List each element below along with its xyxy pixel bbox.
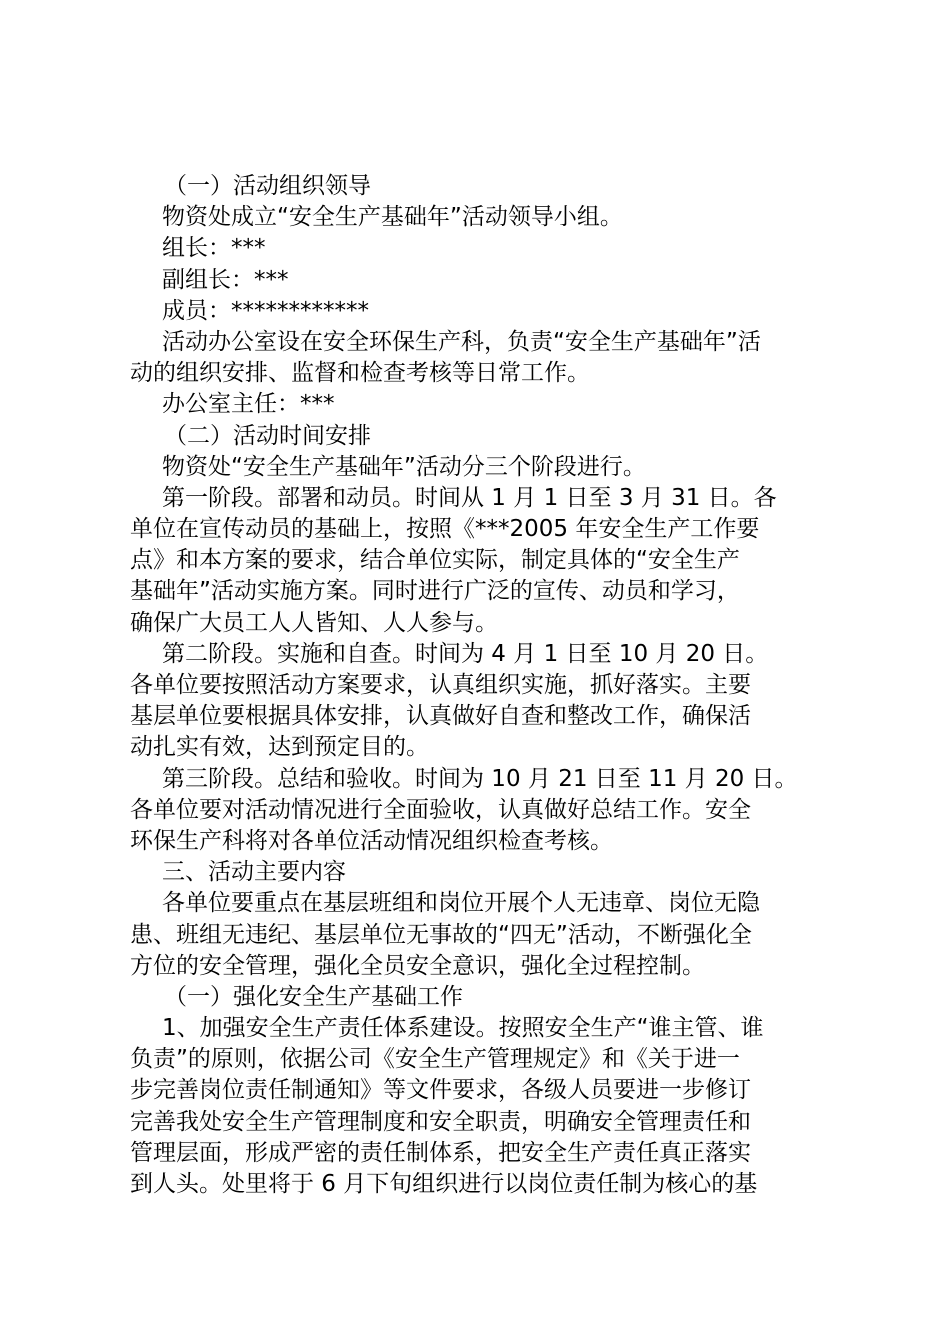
paragraph-line: 环保生产科将对各单位活动情况组织检查考核。 — [130, 827, 613, 854]
paragraph-line: 各单位要按照活动方案要求，认真组织实施，抓好落实。主要 — [130, 672, 751, 698]
section-heading: 三、活动主要内容 — [162, 859, 346, 886]
paragraph-line: 物资处“安全生产基础年”活动分三个阶段进行。 — [162, 453, 646, 480]
paragraph-line: 1、加强安全生产责任体系建设。按照安全生产“谁主管、谁 — [162, 1015, 764, 1042]
paragraph-line: 动扎实有效，达到预定目的。 — [130, 734, 429, 761]
paragraph-line: 步完善岗位责任制通知》等文件要求，各级人员要进一步修订 — [130, 1077, 751, 1104]
section-heading: （一）强化安全生产基础工作 — [164, 983, 463, 1010]
section-heading: （一）活动组织领导 — [164, 173, 371, 199]
section-heading: （二）活动时间安排 — [164, 422, 371, 449]
paragraph-line: 方位的安全管理，强化全员安全意识，强化全过程控制。 — [130, 952, 705, 979]
paragraph-line: 完善我处安全生产管理制度和安全职责，明确安全管理责任和 — [130, 1108, 751, 1135]
paragraph-line: 第一阶段。部署和动员。时间从 1 月 1 日至 3 月 31 日。各 — [162, 484, 777, 511]
paragraph-line: 成员：************ — [162, 297, 369, 324]
paragraph-line: 动的组织安排、监督和检查考核等日常工作。 — [130, 360, 590, 387]
paragraph-line: 管理层面，形成严密的责任制体系，把安全生产责任真正落实 — [130, 1139, 751, 1166]
paragraph-line: 副组长：*** — [162, 266, 289, 293]
paragraph-line: 各单位要重点在基层班组和岗位开展个人无违章、岗位无隐 — [162, 890, 760, 917]
paragraph-line: 物资处成立“安全生产基础年”活动领导小组。 — [162, 204, 623, 231]
paragraph-line: 单位在宣传动员的基础上，按照《***2005 年安全生产工作要 — [130, 516, 760, 543]
paragraph-line: 组长：*** — [162, 235, 266, 262]
paragraph-line: 确保广大员工人人皆知、人人参与。 — [130, 609, 498, 636]
paragraph-line: 各单位要对活动情况进行全面验收，认真做好总结工作。安全 — [130, 796, 751, 823]
document-body — [130, 171, 830, 1200]
paragraph-line: 基层单位要根据具体安排，认真做好自查和整改工作，确保活 — [130, 703, 751, 730]
paragraph-line: 活动办公室设在安全环保生产科，负责“安全生产基础年”活 — [162, 328, 761, 355]
paragraph-line: 患、班组无违纪、基层单位无事故的“四无”活动，不断强化全 — [130, 921, 752, 948]
paragraph-line: 第二阶段。实施和自查。时间为 4 月 1 日至 10 月 20 日。 — [162, 640, 769, 667]
paragraph-line: 第三阶段。总结和验收。时间为 10 月 21 日至 11 月 20 日。 — [162, 765, 798, 792]
paragraph-line: 基础年”活动实施方案。同时进行广泛的宣传、动员和学习， — [130, 578, 740, 605]
paragraph-line: 负责”的原则，依据公司《安全生产管理规定》和《关于进一 — [130, 1046, 740, 1073]
paragraph-line: 办公室主任：*** — [162, 391, 335, 418]
paragraph-line: 到人头。处里将于 6 月下旬组织进行以岗位责任制为核心的基 — [130, 1171, 758, 1197]
paragraph-line: 点》和本方案的要求，结合单位实际，制定具体的“安全生产 — [130, 547, 740, 574]
